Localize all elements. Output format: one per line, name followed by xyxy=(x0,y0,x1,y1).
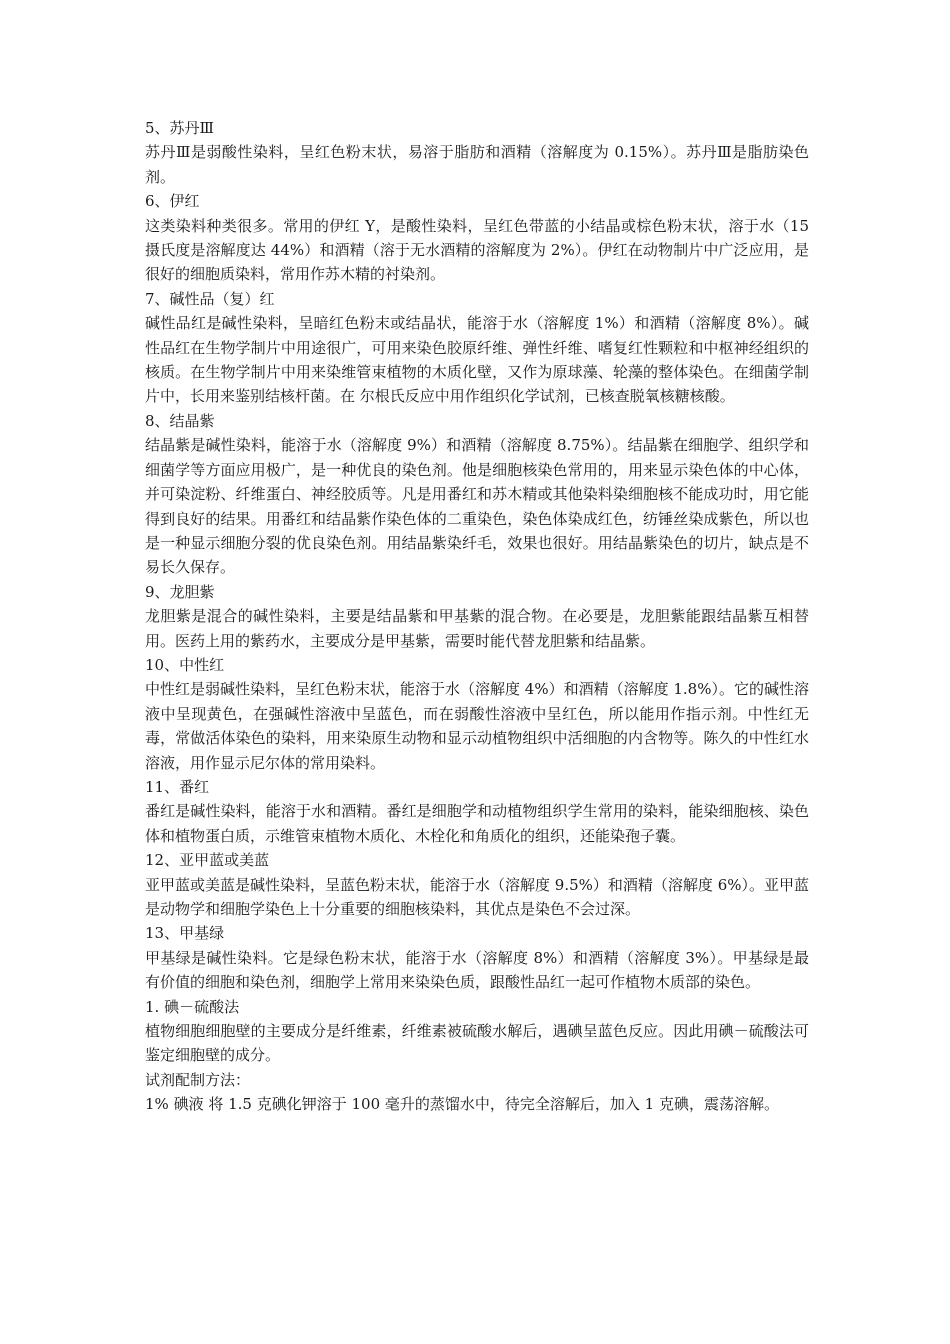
document-page xyxy=(145,116,809,1117)
section-neutral-red xyxy=(145,653,809,775)
section-crystal-violet xyxy=(145,409,809,580)
section-heading: 7、碱性品（复）红 xyxy=(145,289,275,308)
section-body: 中性红是弱碱性染料，呈红色粉末状，能溶于水（溶解度 4%）和酒精（溶解度 1.8%）。它的碱性溶液中呈现黄色，在强碱性溶液中呈蓝色，而在弱酸性溶液中呈红色，所以能用作指示剂。中性红无毒，常做活体染色的染料，用来染原生动物和显示动植物组织中活细胞的内含物等。陈久的中性红水溶液，用作显示尼尔体的常用染料。 xyxy=(145,680,809,772)
section-reagent-preparation xyxy=(145,1068,809,1117)
section-heading: 10、中性红 xyxy=(145,655,225,674)
section-body: 亚甲蓝或美蓝是碱性染料，呈蓝色粉末状，能溶于水（溶解度 9.5%）和酒精（溶解度 6%）。亚甲蓝是动物学和细胞学染色上十分重要的细胞核染料，其优点是染色不会过深。 xyxy=(145,875,809,918)
section-heading: 11、番红 xyxy=(145,777,210,796)
section-body: 碱性品红是碱性染料，呈暗红色粉末或结晶状，能溶于水（溶解度 1%）和酒精（溶解度 8%）。碱性品红在生物学制片中用途很广，可用来染色胶原纤维、弹性纤维、嗜复红性颗粒和中枢神经组织的核质。在生物学制片中用来染维管束植物的木质化壁，又作为原球藻、轮藻的整体染色。在细菌学制片中，长用来鉴别结核杆菌。在 尔根氏反应中用作组织化学试剂，已核查脱氧核糖核酸。 xyxy=(145,314,809,406)
section-heading: 5、苏丹Ⅲ xyxy=(145,119,215,137)
section-heading: 6、伊红 xyxy=(145,192,200,211)
section-body: 这类染料种类很多。常用的伊红 Y，是酸性染料，呈红色带蓝的小结晶或棕色粉末状，溶于水（15 摄氏度是溶解度达 44%）和酒精（溶于无水酒精的溶解度为 2%）。伊红在动物制片中广泛应用，是很好的细胞质染料，常用作苏木精的衬染剂。 xyxy=(145,216,809,284)
section-body: 龙胆紫是混合的碱性染料，主要是结晶紫和甲基紫的混合物。在必要是，龙胆紫能跟结晶紫互相替用。医药上用的紫药水，主要成分是甲基紫，需要时能代替龙胆紫和结晶紫。 xyxy=(145,607,809,650)
section-body: 番红是碱性染料，能溶于水和酒精。番红是细胞学和动植物组织学生常用的染料，能染细胞核、染色体和植物蛋白质，示维管束植物木质化、木栓化和角质化的组织，还能染孢子囊。 xyxy=(145,802,809,845)
section-body: 结晶紫是碱性染料，能溶于水（溶解度 9%）和酒精（溶解度 8.75%）。结晶紫在细胞学、组织学和细菌学等方面应用极广，是一种优良的染色剂。他是细胞核染色常用的，用来显示染色体的中心体，并可染淀粉、纤维蛋白、神经胶质等。凡是用番红和苏木精或其他染料染细胞核不能成功时，用它能得到良好的结果。用番红和结晶紫作染色体的二重染色，染色体染成红色，纺锤丝染成紫色，所以也是一种显示细胞分裂的优良染色剂。用结晶紫染纤毛，效果也很好。用结晶紫染色的切片，缺点是不易长久保存。 xyxy=(145,436,809,577)
section-heading: 9、龙胆紫 xyxy=(145,582,215,601)
section-heading: 12、亚甲蓝或美蓝 xyxy=(145,851,270,870)
section-safranin xyxy=(145,775,809,848)
section-heading: 1. 碘－硫酸法 xyxy=(145,997,240,1016)
section-heading: 13、甲基绿 xyxy=(145,924,225,943)
section-body: 甲基绿是碱性染料。它是绿色粉末状，能溶于水（溶解度 8%）和酒精（溶解度 3%）。甲基绿是最有价值的细胞和染色剂，细胞学上常用来染染色质，跟酸性品红一起可作植物木质部的染色。 xyxy=(145,948,809,992)
section-sudan-iii xyxy=(145,116,809,189)
section-body: 植物细胞细胞壁的主要成分是纤维素，纤维素被硫酸水解后，遇碘呈蓝色反应。因此用碘－硫酸法可鉴定细胞壁的成分。 xyxy=(145,1022,809,1065)
section-heading: 试剂配制方法： xyxy=(145,1070,251,1089)
section-eosin xyxy=(145,189,809,287)
section-basic-fuchsin xyxy=(145,287,809,409)
section-body: 苏丹Ⅲ是弱酸性染料，呈红色粉末状，易溶于脂肪和酒精（溶解度为 0.15%）。苏丹Ⅲ是脂肪染色剂。 xyxy=(145,143,809,186)
section-methylene-blue xyxy=(145,848,809,921)
section-gentian-violet xyxy=(145,580,809,653)
section-heading: 8、结晶紫 xyxy=(145,411,215,430)
section-methyl-green xyxy=(145,921,809,994)
section-body: 1% 碘液 将 1.5 克碘化钾溶于 100 毫升的蒸馏水中，待完全溶解后，加入 1 克碘，震荡溶解。 xyxy=(145,1095,779,1114)
section-iodine-sulfuric-acid xyxy=(145,995,809,1068)
